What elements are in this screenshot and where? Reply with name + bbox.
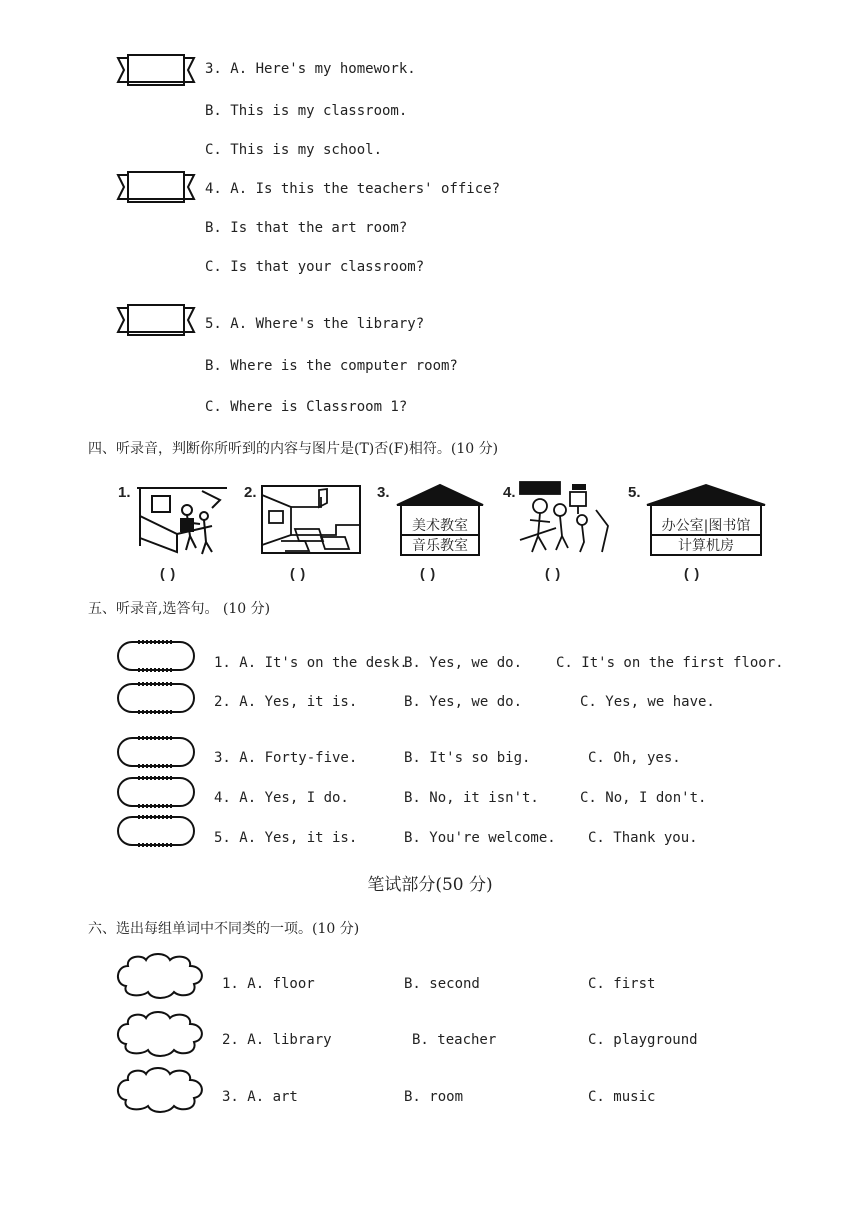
s5-q3-option-c: C. Oh, yes. bbox=[588, 750, 681, 766]
s6-q2-option-b: B. teacher bbox=[412, 1032, 497, 1048]
q3-option-a: 3. A. Here's my homework. bbox=[205, 61, 416, 77]
picture-number: 5. bbox=[628, 484, 641, 501]
answer-paren[interactable]: ( ) bbox=[545, 565, 562, 581]
s5-q3-option-b: B. It's so big. bbox=[404, 750, 531, 766]
s6-q3-option-c: C. music bbox=[588, 1089, 656, 1105]
s5-q5-option-b: B. You're welcome. bbox=[404, 830, 556, 846]
written-part-title: 笔试部分(50 分) bbox=[367, 875, 493, 895]
s5-q5-option-c: C. Thank you. bbox=[588, 830, 698, 846]
house5-label-line1: 办公室|图书馆 bbox=[661, 518, 751, 534]
s6-q1-option-c: C. first bbox=[588, 976, 656, 992]
answer-banner-icon[interactable] bbox=[116, 169, 196, 205]
section4-heading: 四、听录音，判断你所听到的内容与图片是(T)否(F)相符。(10 分) bbox=[88, 441, 499, 457]
q5-option-c: C. Where is Classroom 1? bbox=[205, 399, 408, 415]
q3-option-b: B. This is my classroom. bbox=[205, 103, 408, 119]
answer-banner-icon[interactable] bbox=[116, 52, 196, 88]
answer-pill-icon[interactable] bbox=[116, 734, 196, 770]
s6-q2-option-a: 2. A. library bbox=[222, 1032, 332, 1048]
answer-paren[interactable]: ( ) bbox=[290, 565, 307, 581]
picture-number: 4. bbox=[503, 484, 516, 501]
teachers-office-picture-icon bbox=[132, 486, 232, 556]
s5-q2-option-c: C. Yes, we have. bbox=[580, 694, 715, 710]
answer-paren[interactable]: ( ) bbox=[684, 565, 701, 581]
house5-label-line2: 计算机房 bbox=[678, 538, 734, 554]
answer-paren[interactable]: ( ) bbox=[420, 565, 437, 581]
s5-q4-option-a: 4. A. Yes, I do. bbox=[214, 790, 349, 806]
q5-option-b: B. Where is the computer room? bbox=[205, 358, 458, 374]
s6-q1-option-a: 1. A. floor bbox=[222, 976, 315, 992]
picture-number: 1. bbox=[118, 484, 131, 501]
section6-heading: 六、选出每组单词中不同类的一项。(10 分) bbox=[88, 921, 360, 937]
house3-label-line2: 音乐教室 bbox=[412, 538, 468, 554]
s6-q3-option-a: 3. A. art bbox=[222, 1089, 298, 1105]
picture-number: 3. bbox=[377, 484, 390, 501]
s6-q3-option-b: B. room bbox=[404, 1089, 464, 1105]
s5-q1-option-c: C. It's on the first floor. bbox=[556, 655, 784, 671]
picture-number: 2. bbox=[244, 484, 257, 501]
s6-q1-option-b: B. second bbox=[404, 976, 480, 992]
answer-cloud-icon[interactable] bbox=[114, 952, 208, 1000]
classroom-picture-icon bbox=[261, 485, 361, 555]
q4-option-c: C. Is that your classroom? bbox=[205, 259, 425, 275]
s5-q2-option-a: 2. A. Yes, it is. bbox=[214, 694, 358, 710]
computer-room-picture-icon bbox=[516, 480, 612, 556]
answer-paren[interactable]: ( ) bbox=[160, 565, 177, 581]
s5-q3-option-a: 3. A. Forty-five. bbox=[214, 750, 358, 766]
s5-q4-option-c: C. No, I don't. bbox=[580, 790, 707, 806]
s5-q1-option-a: 1. A. It's on the desk. bbox=[214, 655, 408, 671]
s5-q5-option-a: 5. A. Yes, it is. bbox=[214, 830, 358, 846]
answer-pill-icon[interactable] bbox=[116, 680, 196, 716]
answer-pill-icon[interactable] bbox=[116, 813, 196, 849]
q5-option-a: 5. A. Where's the library? bbox=[205, 316, 425, 332]
s5-q2-option-b: B. Yes, we do. bbox=[404, 694, 523, 710]
answer-cloud-icon[interactable] bbox=[114, 1010, 208, 1058]
s5-q4-option-b: B. No, it isn't. bbox=[404, 790, 539, 806]
section5-heading: 五、听录音,选答句。 (10 分) bbox=[88, 601, 271, 617]
house3-label-line1: 美术教室 bbox=[412, 518, 468, 534]
answer-banner-icon[interactable] bbox=[116, 302, 196, 338]
q3-option-c: C. This is my school. bbox=[205, 142, 383, 158]
q4-option-b: B. Is that the art room? bbox=[205, 220, 408, 236]
s5-q1-option-b: B. Yes, we do. bbox=[404, 655, 523, 671]
answer-pill-icon[interactable] bbox=[116, 638, 196, 674]
q4-option-a: 4. A. Is this the teachers' office? bbox=[205, 181, 501, 197]
s6-q2-option-c: C. playground bbox=[588, 1032, 698, 1048]
answer-cloud-icon[interactable] bbox=[114, 1066, 208, 1114]
answer-pill-icon[interactable] bbox=[116, 774, 196, 810]
